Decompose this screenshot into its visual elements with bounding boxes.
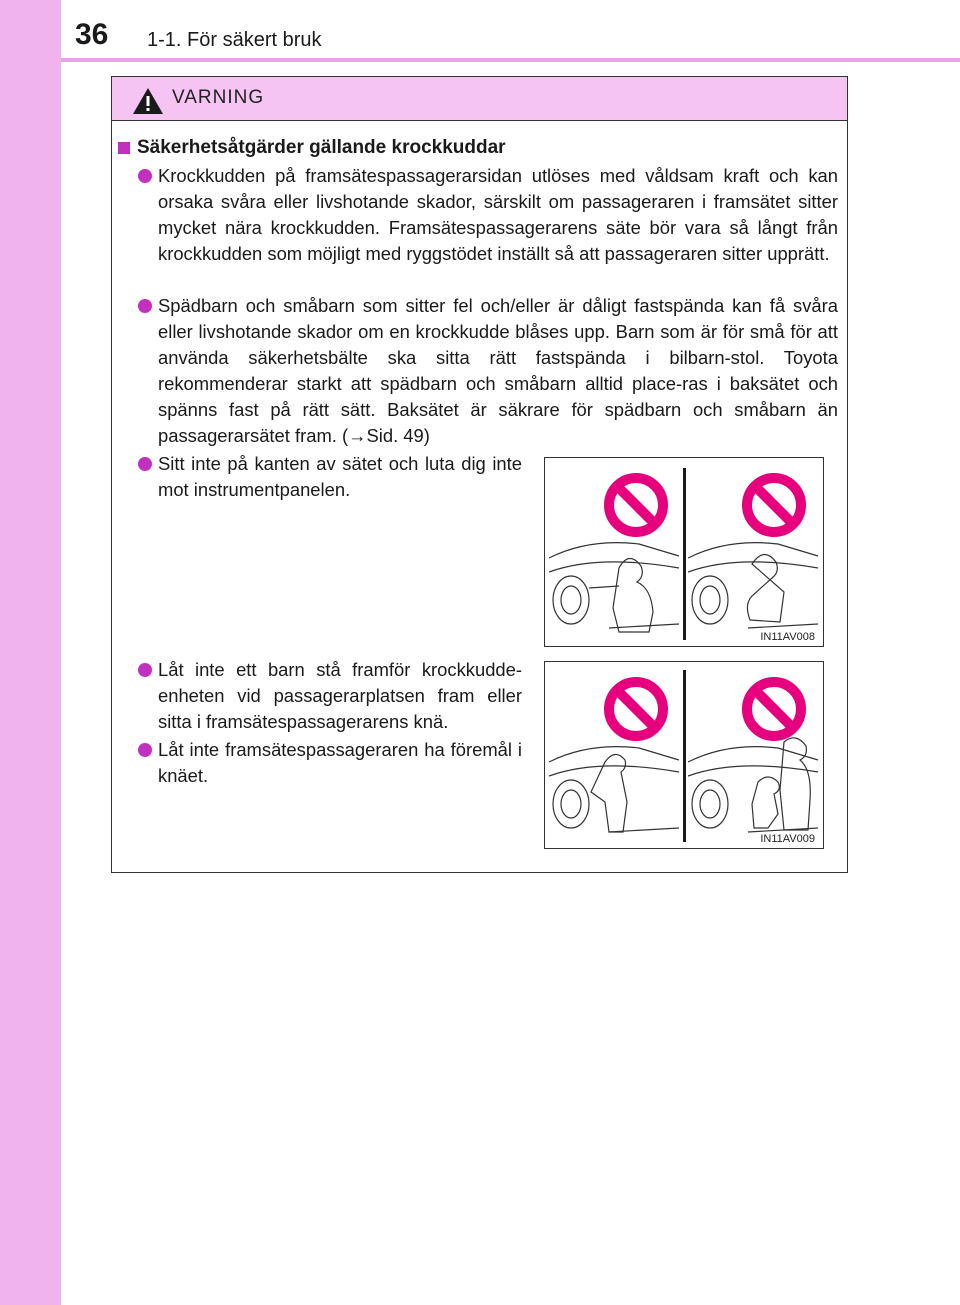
illustration-figure	[544, 457, 824, 647]
page-number: 36	[75, 18, 109, 51]
heading-text: Säkerhetsåtgärder gällande krockkuddar	[137, 137, 506, 158]
warning-header	[112, 77, 847, 121]
bullet-dot-icon	[138, 663, 152, 677]
bullet-dot-icon	[138, 457, 152, 471]
figure-code: IN11AV008	[760, 631, 815, 643]
car-interior-illustration	[688, 528, 820, 638]
figure-code: IN11AV009	[760, 833, 815, 845]
bullet-text: Spädbarn och småbarn som sitter fel och/eller är dåligt fastspända kan få svåra eller livshotande skador om en krockkudde blåses upp. Barn som är för små för att använda säkerhetsbälte ska sitta rätt fastspända i bilbarn-stol. Toyota rekommenderar starkt att spädbarn och småbarn alltid place-ras i baksätet och spänns fast på rätt sätt. Baksätet är säkrare för spädbarn och småbarn än passagerarsätet fram. (→Sid. 49)	[158, 295, 838, 446]
bullet-item	[158, 737, 522, 789]
page-sidebar	[0, 0, 61, 1305]
bullet-item	[158, 451, 522, 503]
square-bullet-icon	[118, 142, 130, 154]
bullet-dot-icon	[138, 299, 152, 313]
car-interior-illustration	[549, 528, 681, 638]
warning-label: VARNING	[172, 87, 265, 108]
figure-divider	[683, 468, 686, 640]
bullet-text: Krockkudden på framsätespassagerarsidan utlöses med våldsam kraft och kan orsaka svåra eller livshotande skador, särskilt om passageraren i framsätet sitter mycket nära krockkudden. Framsätespassagerarens säte bör vara så långt från krockkudden som möjligt med ryggstödet inställt så att passageraren sitter upprätt.	[158, 165, 838, 264]
car-interior-illustration	[549, 732, 681, 842]
warning-triangle-icon	[132, 87, 164, 115]
section-title: 1-1. För säkert bruk	[147, 29, 322, 51]
bullet-item	[158, 163, 838, 267]
car-interior-illustration	[688, 732, 820, 842]
bullet-dot-icon	[138, 169, 152, 183]
warning-box	[111, 76, 848, 873]
bullet-dot-icon	[138, 743, 152, 757]
bullet-item	[158, 293, 838, 449]
bullet-text: Låt inte framsätespassageraren ha föremål i knäet.	[158, 739, 522, 786]
bullet-text: Låt inte ett barn stå framför krockkudde-enheten vid passagerarplatsen fram eller sitta i framsätespassagerarens knä.	[158, 659, 522, 732]
bullet-text: Sitt inte på kanten av sätet och luta dig inte mot instrumentpanelen.	[158, 453, 522, 500]
header-rule	[61, 58, 960, 62]
illustration-figure	[544, 661, 824, 849]
figure-divider	[683, 670, 686, 842]
bullet-item	[158, 657, 522, 735]
